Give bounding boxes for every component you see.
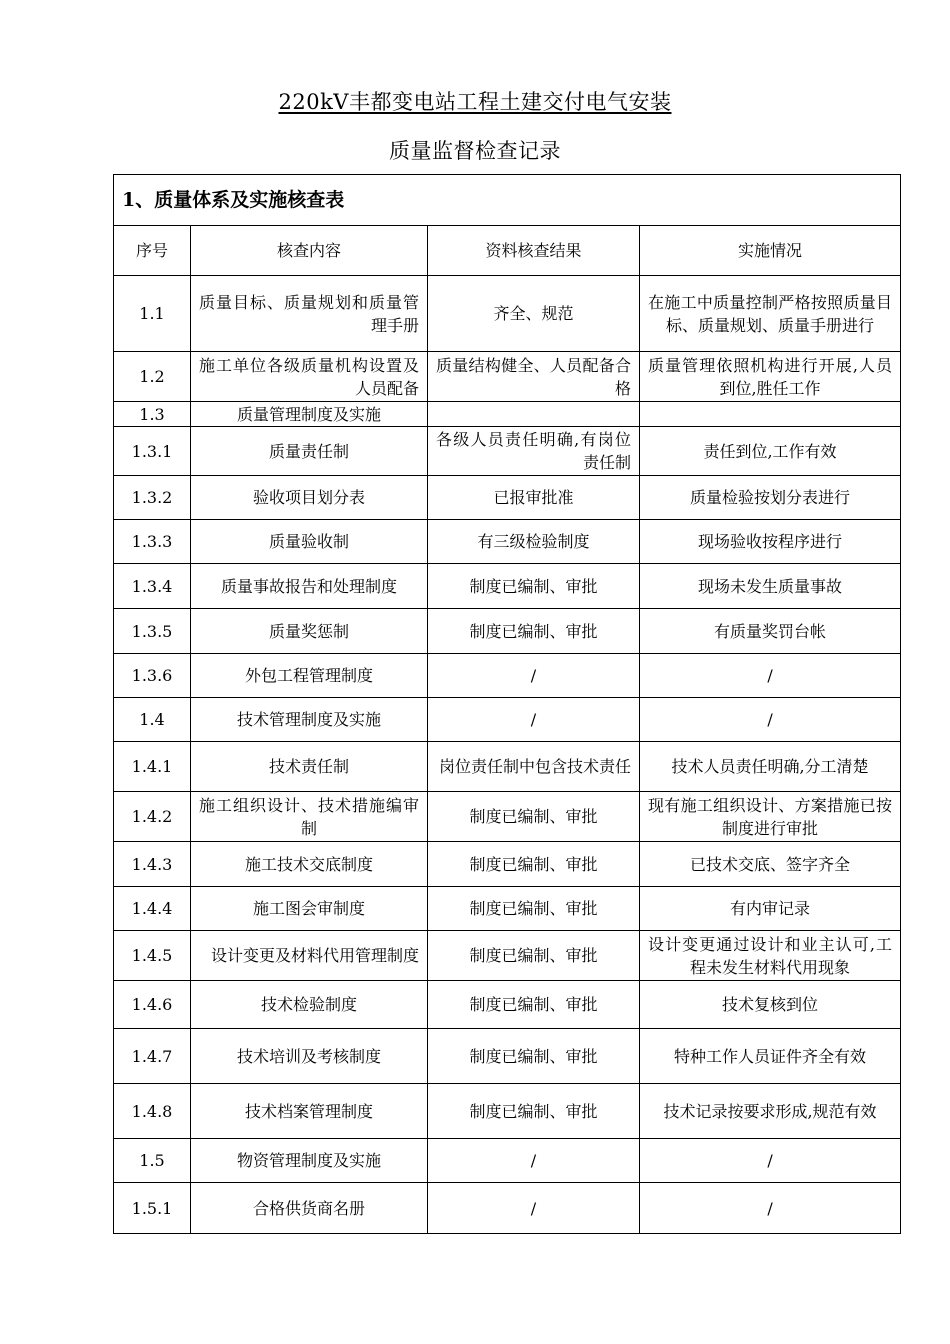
implementation-status: 现有施工组织设计、方案措施已按制度进行审批: [640, 792, 901, 842]
table-row: [114, 887, 901, 931]
inspection-table: [113, 174, 901, 1234]
header-result: 资料核查结果: [428, 226, 640, 276]
implementation-status: 特种工作人员证件齐全有效: [640, 1029, 901, 1084]
implementation-status: 设计变更通过设计和业主认可,工程未发生材料代用现象: [640, 931, 901, 981]
row-number: 1.3: [114, 402, 191, 427]
check-content: 技术培训及考核制度: [191, 1029, 428, 1084]
implementation-status: 技术人员责任明确,分工清楚: [640, 742, 901, 792]
header-status: 实施情况: [640, 226, 901, 276]
table-row: [114, 931, 901, 981]
implementation-status: 有质量奖罚台帐: [640, 609, 901, 654]
check-content: 质量责任制: [191, 427, 428, 476]
table-row: [114, 402, 901, 427]
table-row: [114, 1139, 901, 1183]
check-content: 技术档案管理制度: [191, 1084, 428, 1139]
implementation-status: /: [640, 654, 901, 698]
implementation-status: /: [640, 698, 901, 742]
table-row: [114, 352, 901, 402]
implementation-status: 现场未发生质量事故: [640, 564, 901, 609]
table-row: [114, 981, 901, 1029]
implementation-status: 现场验收按程序进行: [640, 520, 901, 564]
check-result: 已报审批准: [428, 476, 640, 520]
implementation-status: [640, 402, 901, 427]
row-number: 1.4.2: [114, 792, 191, 842]
row-number: 1.4.5: [114, 931, 191, 981]
check-result: 制度已编制、审批: [428, 1084, 640, 1139]
check-result: 制度已编制、审批: [428, 609, 640, 654]
check-content: 外包工程管理制度: [191, 654, 428, 698]
row-number: 1.4.4: [114, 887, 191, 931]
row-number: 1.3.2: [114, 476, 191, 520]
check-content: 物资管理制度及实施: [191, 1139, 428, 1183]
check-content: 技术管理制度及实施: [191, 698, 428, 742]
document-title: 220kV丰都变电站工程土建交付电气安装: [278, 90, 672, 114]
table-row: [114, 276, 901, 352]
row-number: 1.3.4: [114, 564, 191, 609]
document-subtitle: 质量监督检查记录: [389, 139, 561, 163]
table-row: [114, 1029, 901, 1084]
implementation-status: /: [640, 1139, 901, 1183]
check-result: 有三级检验制度: [428, 520, 640, 564]
row-number: 1.3.1: [114, 427, 191, 476]
check-result: /: [428, 654, 640, 698]
table-row: [114, 654, 901, 698]
header-content: 核查内容: [191, 226, 428, 276]
table-row: [114, 609, 901, 654]
check-result: 岗位责任制中包含技术责任: [428, 742, 640, 792]
row-number: 1.5: [114, 1139, 191, 1183]
check-result: 制度已编制、审批: [428, 981, 640, 1029]
implementation-status: 责任到位,工作有效: [640, 427, 901, 476]
check-content: 质量事故报告和处理制度: [191, 564, 428, 609]
row-number: 1.4.8: [114, 1084, 191, 1139]
table-row: [114, 476, 901, 520]
section-header-row: [114, 175, 901, 226]
implementation-status: 质量检验按划分表进行: [640, 476, 901, 520]
row-number: 1.4.7: [114, 1029, 191, 1084]
check-content: 施工单位各级质量机构设置及人员配备: [191, 352, 428, 402]
check-result: 质量结构健全、人员配备合格: [428, 352, 640, 402]
check-result: 齐全、规范: [428, 276, 640, 352]
check-result: 制度已编制、审批: [428, 931, 640, 981]
row-number: 1.5.1: [114, 1183, 191, 1234]
implementation-status: /: [640, 1183, 901, 1234]
check-result: 制度已编制、审批: [428, 792, 640, 842]
check-content: 施工技术交底制度: [191, 842, 428, 887]
table-row: [114, 792, 901, 842]
check-result: /: [428, 698, 640, 742]
row-number: 1.2: [114, 352, 191, 402]
column-header-row: [114, 226, 901, 276]
implementation-status: 技术复核到位: [640, 981, 901, 1029]
implementation-status: 有内审记录: [640, 887, 901, 931]
check-content: 验收项目划分表: [191, 476, 428, 520]
table-row: [114, 427, 901, 476]
implementation-status: 技术记录按要求形成,规范有效: [640, 1084, 901, 1139]
table-row: [114, 698, 901, 742]
check-content: 技术检验制度: [191, 981, 428, 1029]
check-result: 制度已编制、审批: [428, 1029, 640, 1084]
row-number: 1.4.6: [114, 981, 191, 1029]
row-number: 1.4.1: [114, 742, 191, 792]
check-content: 合格供货商名册: [191, 1183, 428, 1234]
row-number: 1.4: [114, 698, 191, 742]
table-row: [114, 1183, 901, 1234]
header-no: 序号: [114, 226, 191, 276]
check-content: 施工图会审制度: [191, 887, 428, 931]
check-content: 设计变更及材料代用管理制度: [191, 931, 428, 981]
check-result: /: [428, 1139, 640, 1183]
implementation-status: 质量管理依照机构进行开展,人员到位,胜任工作: [640, 352, 901, 402]
section-title: 1、质量体系及实施核查表: [114, 175, 901, 226]
check-result: [428, 402, 640, 427]
check-result: 制度已编制、审批: [428, 564, 640, 609]
check-result: /: [428, 1183, 640, 1234]
table-row: [114, 1084, 901, 1139]
implementation-status: 在施工中质量控制严格按照质量目标、质量规划、质量手册进行: [640, 276, 901, 352]
check-content: 技术责任制: [191, 742, 428, 792]
row-number: 1.4.3: [114, 842, 191, 887]
check-content: 质量奖惩制: [191, 609, 428, 654]
check-content: 质量验收制: [191, 520, 428, 564]
implementation-status: 已技术交底、签字齐全: [640, 842, 901, 887]
check-content: 质量目标、质量规划和质量管理手册: [191, 276, 428, 352]
check-content: 质量管理制度及实施: [191, 402, 428, 427]
row-number: 1.3.6: [114, 654, 191, 698]
check-content: 施工组织设计、技术措施编审制: [191, 792, 428, 842]
table-row: [114, 564, 901, 609]
table-row: [114, 742, 901, 792]
check-result: 制度已编制、审批: [428, 887, 640, 931]
table-row: [114, 842, 901, 887]
row-number: 1.1: [114, 276, 191, 352]
row-number: 1.3.5: [114, 609, 191, 654]
check-result: 各级人员责任明确,有岗位责任制: [428, 427, 640, 476]
check-result: 制度已编制、审批: [428, 842, 640, 887]
table-row: [114, 520, 901, 564]
row-number: 1.3.3: [114, 520, 191, 564]
